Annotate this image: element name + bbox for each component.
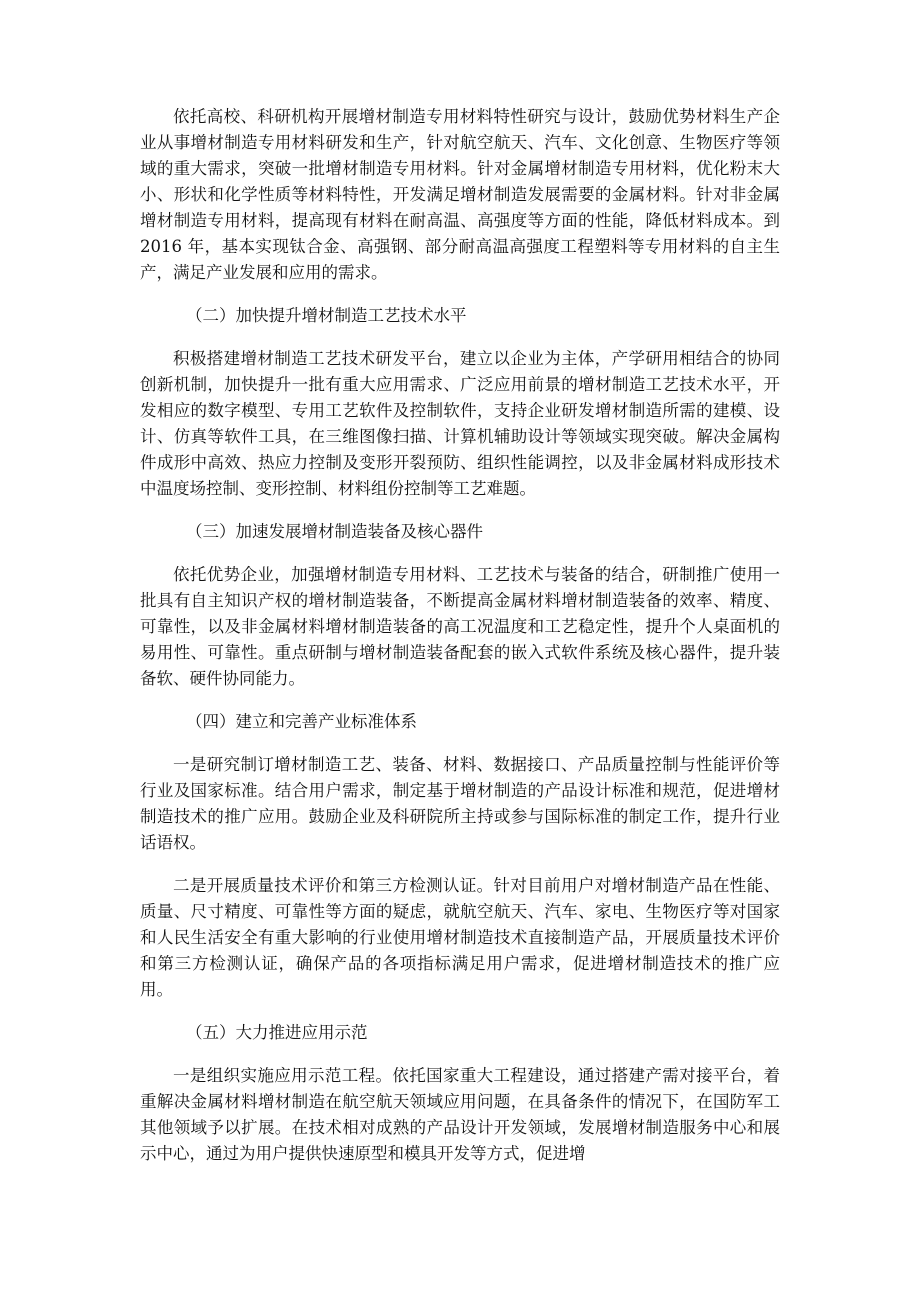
section-heading-5: （五）大力推进应用示范 [186, 1023, 368, 1042]
paragraph-equipment: 依托优势企业，加强增材制造专用材料、工艺技术与装备的结合，研制推广使用一批具有自主知识产权的增材制造装备，不断提高金属材料增材制造装备的效率、精度、可靠性，以及非金属材料增材制造装备的高工况温度和工艺稳定性，提升个人桌面机的易用性、可靠性。重点研制与增材制造装备配套的嵌入式软件系统及核心器件，提升装备软、硬件协同能力。 [140, 565, 780, 688]
paragraph-materials: 依托高校、科研机构开展增材制造专用材料特性研究与设计，鼓励优势材料生产企业从事增材制造专用材料研发和生产，针对航空航天、汽车、文化创意、生物医疗等领域的重大需求，突破一批增材制造专用材料。针对金属增材制造专用材料，优化粉末大小、形状和化学性质等材料特性，开发满足增材制造发展需要的金属材料。针对非金属增材制造专用材料，提高现有材料在耐高温、高强度等方面的性能，降低材料成本。到 2016 年，基本实现钛合金、高强钢、部分耐高温高强度工程塑料等专用材料的自主生产，满足产业发展和应用的需求。 [140, 107, 780, 282]
paragraph-standards: 一是研究制订增材制造工艺、装备、材料、数据接口、产品质量控制与性能评价等行业及国家标准。结合用户需求，制定基于增材制造的产品设计标准和规范，促进增材制造技术的推广应用。鼓励企业及科研院所主持或参与国际标准的制定工作，提升行业话语权。 [140, 755, 780, 852]
document-body [140, 104, 780, 1184]
section-heading-2: （二）加快提升增材制造工艺技术水平 [186, 306, 467, 325]
paragraph-quality-certification: 二是开展质量技术评价和第三方检测认证。针对目前用户对增材制造产品在性能、质量、尺寸精度、可靠性等方面的疑虑，就航空航天、汽车、家电、生物医疗等对国家和人民生活安全有重大影响的行业使用增材制造技术直接制造产品，开展质量技术评价和第三方检测认证，确保产品的各项指标满足用户需求，促进增材制造技术的推广应用。 [140, 876, 780, 999]
paragraph-process-technology: 积极搭建增材制造工艺技术研发平台，建立以企业为主体，产学研用相结合的协同创新机制，加快提升一批有重大应用需求、广泛应用前景的增材制造工艺技术水平，开发相应的数字模型、专用工艺软件及控制软件，支持企业研发增材制造所需的建模、设计、仿真等软件工具，在三维图像扫描、计算机辅助设计等领域实现突破。解决金属构件成形中高效、热应力控制及变形开裂预防、组织性能调控，以及非金属材料成形技术中温度场控制、变形控制、材料组份控制等工艺难题。 [140, 349, 780, 498]
paragraph-demonstration: 一是组织实施应用示范工程。依托国家重大工程建设，通过搭建产需对接平台，着重解决金属材料增材制造在航空航天领域应用问题，在具备条件的情况下，在国防军工其他领域予以扩展。在技术相对成熟的产品设计开发领域，发展增材制造服务中心和展示中心，通过为用户提供快速原型和模具开发等方式，促进增 [140, 1066, 780, 1163]
section-heading-4: （四）建立和完善产业标准体系 [186, 712, 417, 731]
section-heading-3: （三）加速发展增材制造装备及核心器件 [186, 522, 483, 541]
